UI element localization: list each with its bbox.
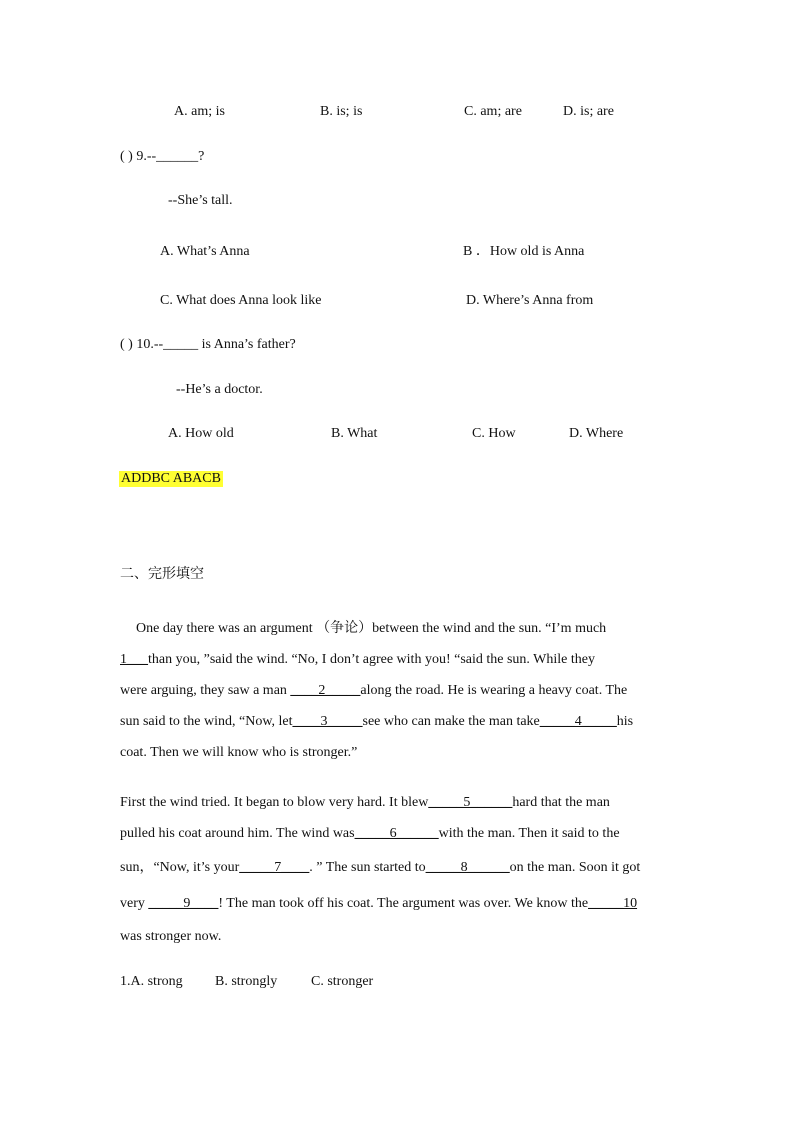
q9-option-d: D. Where’s Anna from (466, 293, 594, 308)
q8-option-c: C. am; are (464, 104, 522, 119)
p1-text: than you, ”said the wind. “No, I don’t agree with you! “said the sun. While they (148, 652, 595, 667)
p2-text: hard that the man (512, 795, 610, 810)
blank-1: 1___ (120, 652, 148, 667)
p2-text: very (120, 896, 145, 911)
p1-text: his (616, 714, 634, 729)
q10-blank: _____ (163, 337, 199, 352)
q10-option-b: B. What (331, 426, 378, 441)
blank-3: ____3_____ (292, 714, 363, 729)
q9-stem-end: ? (198, 149, 205, 164)
p2-text: sun，“Now, it’s your (120, 860, 240, 875)
p1-text: along the road. He is wearing a heavy coat. The (360, 683, 628, 698)
q9-stem (120, 150, 204, 164)
section-title: 二、完形填空 (120, 566, 204, 582)
p1-line-1 (120, 613, 672, 644)
p1-line-3 (120, 675, 672, 706)
q1-option-a: 1.A. strong (120, 974, 183, 989)
blank-7: _____7____ (239, 860, 310, 875)
q8-option-d: D. is; are (563, 104, 614, 119)
passage-paragraph-1 (120, 613, 672, 768)
blank-2: ____2_____ (290, 683, 361, 698)
blank-8: _____8______ (425, 860, 510, 875)
q9-paren: ( ) (120, 149, 133, 164)
blank-5: _____5______ (428, 795, 513, 810)
p1-text: between the wind and the sun. “I’m much (372, 621, 607, 636)
p1-line-2 (120, 644, 672, 675)
passage-paragraph-2 (120, 787, 672, 952)
p2-line-5 (120, 921, 672, 952)
answer-key: ADDBC ABACB (121, 471, 221, 486)
p2-text: with the man. Then it said to the (438, 826, 620, 841)
q10-option-a: A. How old (168, 426, 234, 441)
blank-10: _____10 (588, 896, 638, 911)
p1-text: were arguing, they saw a man (120, 683, 287, 698)
q9-answer-line: --She’s tall. (168, 193, 233, 208)
p1-text: sun said to the wind, “Now, let (120, 714, 293, 729)
p1-line-4 (120, 706, 672, 737)
q9-option-a: A. What’s Anna (160, 244, 250, 259)
blank-6: _____6______ (354, 826, 439, 841)
q1-option-b: B. strongly (215, 974, 278, 989)
p1-text: coat. Then we will know who is stronger.” (120, 745, 358, 760)
q10-stem (120, 338, 296, 352)
p1-line-5 (120, 737, 672, 768)
p2-line-1 (120, 787, 672, 818)
q9-option-c: C. What does Anna look like (160, 293, 322, 308)
p2-text: . ” The sun started to (309, 860, 426, 875)
p2-text: First the wind tried. It began to blow very hard. It blew (120, 795, 429, 810)
q9-number: 9.-- (136, 149, 157, 164)
p1-chinese-gloss: （争论） (316, 620, 373, 636)
q10-answer-line: --He’s a doctor. (176, 382, 263, 397)
q1-option-c: C. stronger (311, 974, 374, 989)
p2-text: was stronger now. (120, 929, 222, 944)
blank-9: _____9____ (148, 896, 219, 911)
p2-text: pulled his coat around him. The wind was (120, 826, 355, 841)
blank-4: _____4_____ (539, 714, 617, 729)
p1-text: One day there was an argument (136, 621, 313, 636)
q10-option-d: D. Where (569, 426, 624, 441)
q8-option-a: A. am; is (174, 104, 225, 119)
q8-option-b: B. is; is (320, 104, 363, 119)
q9-blank: ______ (156, 149, 199, 164)
q10-paren: ( ) (120, 337, 133, 352)
p2-text: on the man. Soon it got (509, 860, 641, 875)
p2-line-2 (120, 818, 672, 849)
q10-stem-end: is Anna’s father? (198, 337, 296, 352)
q10-number: 10.-- (136, 337, 164, 352)
p2-line-4 (120, 887, 672, 921)
q9-option-b: B ．How old is Anna (463, 244, 585, 259)
p2-text: ! The man took off his coat. The argument was over. We know the (218, 896, 589, 911)
p1-text: see who can make the man take (362, 714, 540, 729)
q10-option-c: C. How (472, 426, 516, 441)
p2-line-3 (120, 849, 672, 887)
